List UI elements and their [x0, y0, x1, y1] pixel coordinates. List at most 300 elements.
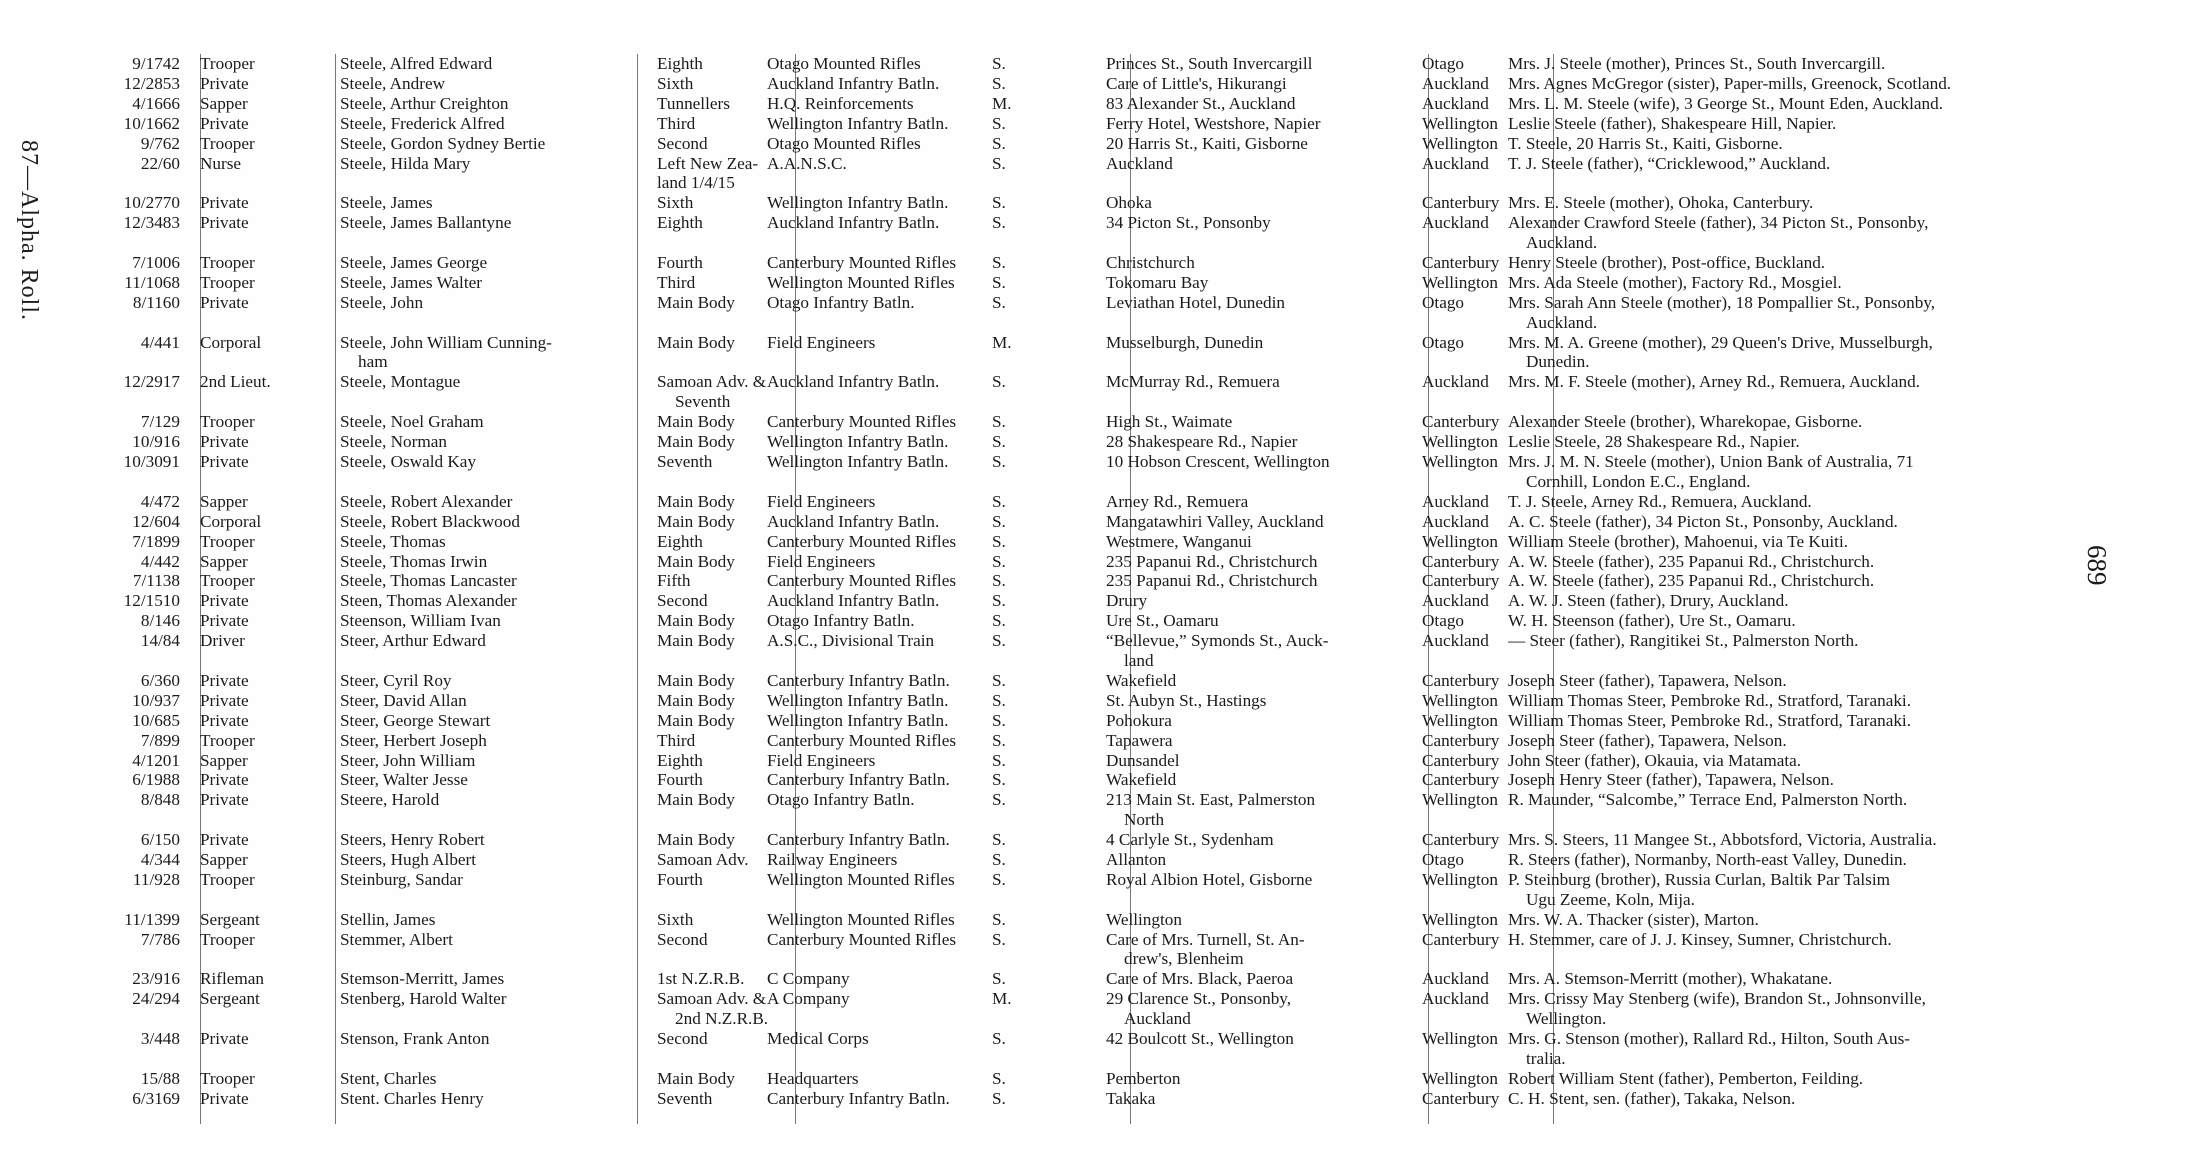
district: Auckland — [1422, 491, 1489, 511]
table-row — [100, 969, 2110, 989]
district: Auckland — [1422, 969, 1489, 989]
next-of-kin: A. W. J. Steen (father), Drury, Auckland. — [1508, 591, 1789, 611]
last-address-continued: drew's, Blenheim — [1124, 949, 1244, 969]
reinforcement-unit: Main Body — [657, 432, 735, 452]
next-of-kin: Mrs. Sarah Ann Steele (mother), 18 Pompallier St., Ponsonby, — [1508, 292, 1936, 312]
table-row — [100, 512, 2110, 532]
rank: Trooper — [200, 253, 255, 272]
district: Wellington — [1422, 432, 1498, 452]
rank: 2nd Lieut. — [200, 372, 271, 392]
last-address: Care of Little's, Hikurangi — [1106, 73, 1287, 93]
district: Auckland — [1422, 93, 1489, 113]
reinforcement-unit: 1st N.Z.R.B. — [657, 969, 745, 989]
last-address: 28 Shakespeare Rd., Napier — [1106, 432, 1298, 452]
reinforcement-unit: Main Body — [657, 710, 735, 730]
soldier-name: Steer, David Allan — [340, 690, 467, 710]
district: Otago — [1422, 292, 1465, 312]
reinforcement-unit: Fourth — [657, 253, 703, 272]
soldier-name: Steers, Henry Robert — [340, 830, 485, 850]
next-of-kin: William Steele (brother), Mahoenui, via Te Kuiti. — [1508, 531, 1849, 551]
last-address: “Bellevue,” Symonds St., Auck- — [1106, 631, 1329, 651]
rank: Trooper — [200, 869, 255, 889]
marital-status: S. — [992, 133, 1006, 153]
page-number: 689 — [2082, 545, 2112, 586]
next-of-kin-continued: Dunedin. — [1526, 352, 1590, 372]
soldier-name: Steele, Thomas Irwin — [340, 551, 488, 571]
table-row — [100, 452, 2110, 492]
rank: Sapper — [200, 551, 248, 571]
marital-status: S. — [992, 869, 1006, 889]
corps: A.S.C., Divisional Train — [767, 631, 935, 651]
district: Auckland — [1422, 511, 1489, 531]
marital-status: S. — [992, 491, 1006, 511]
table-row — [100, 193, 2110, 213]
corps: Canterbury Mounted Rifles — [767, 571, 957, 591]
rank: Private — [200, 193, 249, 213]
rank: Sapper — [200, 93, 248, 113]
corps: Otago Infantry Batln. — [767, 292, 915, 312]
next-of-kin: C. H. Stent, sen. (father), Takaka, Nelson. — [1508, 1088, 1796, 1108]
soldier-name: Steer, Herbert Joseph — [340, 730, 487, 750]
reinforcement-unit: Third — [657, 272, 696, 292]
next-of-kin: Mrs. J. M. N. Steele (mother), Union Bank of Australia, 71 — [1508, 452, 1914, 471]
next-of-kin-continued: Auckland. — [1526, 233, 1598, 253]
corps: Wellington Infantry Batln. — [767, 452, 949, 471]
district: Wellington — [1422, 113, 1498, 133]
corps: Auckland Infantry Batln. — [767, 372, 940, 392]
regimental-number: 6/360 — [140, 670, 180, 690]
district: Canterbury — [1422, 193, 1500, 213]
next-of-kin-continued: tralia. — [1526, 1048, 1566, 1068]
regimental-number: 11/928 — [132, 869, 180, 889]
marital-status: S. — [992, 571, 1006, 591]
rank: Trooper — [200, 1068, 255, 1088]
next-of-kin: Mrs. W. A. Thacker (sister), Marton. — [1508, 909, 1759, 929]
soldier-name: Stent, Charles — [340, 1068, 437, 1088]
reinforcement-unit: Second — [657, 591, 708, 611]
corps: Otago Mounted Rifles — [767, 54, 921, 73]
corps: Auckland Infantry Batln. — [767, 73, 940, 93]
reinforcement-unit: Main Body — [657, 332, 735, 352]
next-of-kin: Mrs. A. Stemson-Merritt (mother), Whakatane. — [1508, 969, 1833, 989]
rank: Private — [200, 611, 249, 631]
table-row — [100, 333, 2110, 373]
district: Canterbury — [1422, 730, 1500, 750]
soldier-name: Steinburg, Sandar — [340, 869, 463, 889]
soldier-name: Steer, Arthur Edward — [340, 631, 486, 651]
table-row — [100, 591, 2110, 611]
last-address: St. Aubyn St., Hastings — [1106, 690, 1267, 710]
marital-status: S. — [992, 412, 1006, 432]
corps: Medical Corps — [767, 1029, 869, 1049]
last-address: Tokomaru Bay — [1106, 272, 1209, 292]
corps: Otago Infantry Batln. — [767, 611, 915, 631]
regimental-number: 10/685 — [132, 710, 180, 730]
district: Wellington — [1422, 1029, 1498, 1049]
next-of-kin: A. W. Steele (father), 235 Papanui Rd., Christchurch. — [1508, 551, 1875, 571]
soldier-name: Steere, Harold — [340, 790, 440, 810]
corps: Wellington Infantry Batln. — [767, 193, 949, 213]
soldier-name: Steele, James Walter — [340, 272, 482, 292]
corps: A Company — [767, 989, 850, 1009]
next-of-kin: W. H. Steenson (father), Ure St., Oamaru. — [1508, 611, 1796, 631]
reinforcement-unit-continued: Seventh — [675, 392, 731, 412]
regimental-number: 23/916 — [132, 969, 180, 989]
corps: Field Engineers — [767, 491, 876, 511]
next-of-kin: A. C. Steele (father), 34 Picton St., Ponsonby, Auckland. — [1508, 511, 1898, 531]
marital-status: S. — [992, 432, 1006, 452]
marital-status: M. — [992, 332, 1012, 352]
rank: Trooper — [200, 133, 255, 153]
reinforcement-unit: Eighth — [657, 213, 703, 233]
corps: Field Engineers — [767, 551, 876, 571]
table-row — [100, 671, 2110, 691]
reinforcement-unit: Left New Zea- — [657, 153, 759, 173]
next-of-kin: A. W. Steele (father), 235 Papanui Rd., Christchurch. — [1508, 571, 1875, 591]
district: Canterbury — [1422, 1088, 1500, 1108]
reinforcement-unit: Eighth — [657, 531, 703, 551]
regimental-number: 8/146 — [140, 611, 180, 631]
table-row — [100, 372, 2110, 412]
next-of-kin: Leslie Steele, 28 Shakespeare Rd., Napier. — [1508, 432, 1800, 452]
table-row — [100, 989, 2110, 1029]
last-address: Mangatawhiri Valley, Auckland — [1106, 511, 1324, 531]
reinforcement-unit: Main Body — [657, 551, 735, 571]
corps: Canterbury Mounted Rifles — [767, 531, 957, 551]
district: Wellington — [1422, 909, 1498, 929]
next-of-kin: Mrs. M. F. Steele (mother), Arney Rd., Remuera, Auckland. — [1508, 372, 1921, 392]
reinforcement-unit: Fourth — [657, 869, 703, 889]
corps: Wellington Mounted Rifles — [767, 909, 955, 929]
regimental-number: 4/1666 — [132, 93, 180, 113]
next-of-kin: William Thomas Steer, Pembroke Rd., Stratford, Taranaki. — [1508, 690, 1911, 710]
reinforcement-unit: Fifth — [657, 571, 691, 591]
last-address: 4 Carlyle St., Sydenham — [1106, 830, 1274, 850]
rank: Corporal — [200, 332, 262, 352]
marital-status: S. — [992, 770, 1006, 790]
last-address: 213 Main St. East, Palmerston — [1106, 790, 1316, 810]
table-row — [100, 134, 2110, 154]
next-of-kin: Joseph Steer (father), Tapawera, Nelson. — [1508, 670, 1787, 690]
regimental-number: 22/60 — [140, 153, 180, 173]
rank: Private — [200, 770, 249, 790]
marital-status: S. — [992, 73, 1006, 93]
marital-status: S. — [992, 511, 1006, 531]
corps: A.A.N.S.C. — [767, 153, 847, 173]
next-of-kin: — Steer (father), Rangitikei St., Palmerston North. — [1508, 631, 1859, 651]
reinforcement-unit: Main Body — [657, 830, 735, 850]
last-address: Princes St., South Invercargill — [1106, 54, 1313, 73]
table-row — [100, 74, 2110, 94]
district: Wellington — [1422, 133, 1498, 153]
next-of-kin: Mrs. Agnes McGregor (sister), Paper-mills, Greenock, Scotland. — [1508, 73, 1952, 93]
last-address: 42 Boulcott St., Wellington — [1106, 1029, 1294, 1049]
rank: Trooper — [200, 531, 255, 551]
soldier-name: Steele, Thomas — [340, 531, 446, 551]
last-address: Care of Mrs. Turnell, St. An- — [1106, 929, 1305, 949]
last-address: Ure St., Oamaru — [1106, 611, 1219, 631]
last-address: 34 Picton St., Ponsonby — [1106, 213, 1271, 233]
last-address: 83 Alexander St., Auckland — [1106, 93, 1296, 113]
table-row — [100, 293, 2110, 333]
district: Canterbury — [1422, 929, 1500, 949]
regimental-number: 7/786 — [140, 929, 180, 949]
table-row — [100, 1089, 2110, 1109]
marital-status: S. — [992, 272, 1006, 292]
next-of-kin: Leslie Steele (father), Shakespeare Hill, Napier. — [1508, 113, 1837, 133]
table-row — [100, 711, 2110, 731]
soldier-name: Steele, Oswald Kay — [340, 452, 477, 471]
last-address: Ohoka — [1106, 193, 1152, 213]
table-row — [100, 691, 2110, 711]
regimental-number: 4/1201 — [132, 750, 180, 770]
corps: Auckland Infantry Batln. — [767, 213, 940, 233]
regimental-number: 7/1899 — [132, 531, 180, 551]
soldier-name: Steele, Arthur Creighton — [340, 93, 509, 113]
last-address: 10 Hobson Crescent, Wellington — [1106, 452, 1330, 471]
last-address: Auckland — [1106, 153, 1173, 173]
table-row — [100, 631, 2110, 671]
rank: Private — [200, 292, 249, 312]
reinforcement-unit: Second — [657, 133, 708, 153]
regimental-number: 6/3169 — [132, 1088, 180, 1108]
rank: Private — [200, 690, 249, 710]
soldier-name: Steele, Frederick Alfred — [340, 113, 505, 133]
district: Canterbury — [1422, 750, 1500, 770]
next-of-kin: Mrs. Crissy May Stenberg (wife), Brandon St., Johnsonville, — [1508, 989, 1926, 1009]
soldier-name: Steele, Montague — [340, 372, 461, 392]
corps: Field Engineers — [767, 750, 876, 770]
district: Auckland — [1422, 153, 1489, 173]
reinforcement-unit: Main Body — [657, 690, 735, 710]
rank: Private — [200, 1088, 249, 1108]
district: Canterbury — [1422, 253, 1500, 272]
rank: Trooper — [200, 412, 255, 432]
marital-status: S. — [992, 551, 1006, 571]
next-of-kin: William Thomas Steer, Pembroke Rd., Stratford, Taranaki. — [1508, 710, 1911, 730]
next-of-kin: Alexander Crawford Steele (father), 34 Picton St., Ponsonby, — [1508, 213, 1929, 233]
reinforcement-unit: land 1/4/15 — [657, 173, 735, 193]
marital-status: S. — [992, 969, 1006, 989]
district: Wellington — [1422, 531, 1498, 551]
reinforcement-unit: Main Body — [657, 491, 735, 511]
corps: Wellington Infantry Batln. — [767, 690, 949, 710]
marital-status: S. — [992, 850, 1006, 869]
corps: Canterbury Mounted Rifles — [767, 412, 957, 432]
marital-status: S. — [992, 372, 1006, 392]
district: Canterbury — [1422, 830, 1500, 850]
reinforcement-unit: Eighth — [657, 750, 703, 770]
soldier-name: Steers, Hugh Albert — [340, 850, 477, 869]
corps: Wellington Infantry Batln. — [767, 432, 949, 452]
table-row — [100, 770, 2110, 790]
last-address: Wakefield — [1106, 670, 1177, 690]
rank: Private — [200, 73, 249, 93]
regimental-number: 24/294 — [132, 989, 180, 1009]
soldier-name: Steele, Hilda Mary — [340, 153, 471, 173]
district: Wellington — [1422, 710, 1498, 730]
corps: C Company — [767, 969, 850, 989]
regimental-number: 4/441 — [140, 332, 180, 352]
district: Otago — [1422, 54, 1465, 73]
table-row — [100, 54, 2110, 74]
marital-status: M. — [992, 989, 1012, 1009]
regimental-number: 3/448 — [140, 1029, 180, 1049]
corps: Headquarters — [767, 1068, 859, 1088]
rank: Sapper — [200, 850, 248, 869]
last-address: Christchurch — [1106, 253, 1195, 272]
last-address: Allanton — [1106, 850, 1167, 869]
reinforcement-unit: Eighth — [657, 54, 703, 73]
corps: Railway Engineers — [767, 850, 898, 869]
marital-status: S. — [992, 213, 1006, 233]
regimental-number: 12/1510 — [123, 591, 180, 611]
district: Wellington — [1422, 272, 1498, 292]
regimental-number: 6/1988 — [132, 770, 180, 790]
district: Wellington — [1422, 690, 1498, 710]
district: Auckland — [1422, 213, 1489, 233]
table-row — [100, 611, 2110, 631]
reinforcement-unit: Samoan Adv. & — [657, 989, 767, 1009]
regimental-number: 7/1006 — [132, 253, 180, 272]
marital-status: S. — [992, 750, 1006, 770]
regimental-number: 12/2917 — [123, 372, 180, 392]
soldier-name: Stemson-Merritt, James — [340, 969, 505, 989]
reinforcement-unit: Third — [657, 113, 696, 133]
reinforcement-unit: Samoan Adv. — [657, 850, 749, 869]
district: Wellington — [1422, 869, 1498, 889]
soldier-name: Steele, Gordon Sydney Bertie — [340, 133, 546, 153]
regimental-number: 4/442 — [140, 551, 180, 571]
next-of-kin: Joseph Henry Steer (father), Tapawera, Nelson. — [1508, 770, 1834, 790]
last-address: Pohokura — [1106, 710, 1172, 730]
rank: Private — [200, 790, 249, 810]
marital-status: S. — [992, 292, 1006, 312]
reinforcement-unit: Main Body — [657, 790, 735, 810]
corps: Wellington Infantry Batln. — [767, 113, 949, 133]
regimental-number: 11/1399 — [124, 909, 180, 929]
regimental-number: 10/1662 — [123, 113, 180, 133]
next-of-kin: Mrs. J. Steele (mother), Princes St., South Invercargill. — [1508, 54, 1886, 73]
rank: Sapper — [200, 491, 248, 511]
table-row — [100, 910, 2110, 930]
rank: Private — [200, 213, 249, 233]
corps: Canterbury Infantry Batln. — [767, 670, 950, 690]
corps: Canterbury Mounted Rifles — [767, 730, 957, 750]
corps: Otago Mounted Rifles — [767, 133, 921, 153]
regimental-number: 4/472 — [140, 491, 180, 511]
soldier-name: Steele, Alfred Edward — [340, 54, 493, 73]
marital-status: S. — [992, 531, 1006, 551]
soldier-name: Stent. Charles Henry — [340, 1088, 484, 1108]
marital-status: S. — [992, 452, 1006, 471]
corps: Field Engineers — [767, 332, 876, 352]
corps: Canterbury Mounted Rifles — [767, 253, 957, 272]
next-of-kin: Mrs. S. Steers, 11 Mangee St., Abbotsford, Victoria, Australia. — [1508, 830, 1937, 850]
district: Canterbury — [1422, 670, 1500, 690]
soldier-name: Steele, Andrew — [340, 73, 446, 93]
regimental-number: 7/1138 — [132, 571, 180, 591]
last-address: Westmere, Wanganui — [1106, 531, 1252, 551]
regimental-number: 10/3091 — [123, 452, 180, 471]
next-of-kin: T. J. Steele (father), “Cricklewood,” Auckland. — [1508, 153, 1831, 173]
last-address: Tapawera — [1106, 730, 1173, 750]
table-row — [100, 432, 2110, 452]
last-address-continued: land — [1124, 650, 1154, 670]
next-of-kin: Alexander Steele (brother), Wharekopae, Gisborne. — [1508, 412, 1863, 432]
soldier-name: Stemmer, Albert — [340, 929, 453, 949]
next-of-kin-continued: Cornhill, London E.C., England. — [1526, 471, 1751, 491]
last-address-continued: Auckland — [1124, 1009, 1191, 1029]
district: Auckland — [1422, 631, 1489, 651]
reinforcement-unit: Third — [657, 730, 696, 750]
table-row — [100, 731, 2110, 751]
last-address: Takaka — [1106, 1088, 1156, 1108]
district: Canterbury — [1422, 551, 1500, 571]
last-address: Arney Rd., Remuera — [1106, 491, 1249, 511]
rank: Private — [200, 830, 249, 850]
marital-status: S. — [992, 790, 1006, 810]
rank: Nurse — [200, 153, 242, 173]
reinforcement-unit: Tunnellers — [657, 93, 730, 113]
district: Wellington — [1422, 1068, 1498, 1088]
table-row — [100, 173, 2110, 193]
reinforcement-unit: Main Body — [657, 292, 735, 312]
rank: Sapper — [200, 750, 248, 770]
corps: Wellington Mounted Rifles — [767, 272, 955, 292]
table-row — [100, 213, 2110, 253]
corps: Wellington Infantry Batln. — [767, 710, 949, 730]
district: Otago — [1422, 850, 1465, 869]
table-row — [100, 830, 2110, 850]
next-of-kin: John Steer (father), Okauia, via Matamata. — [1508, 750, 1802, 770]
next-of-kin: T. Steele, 20 Harris St., Kaiti, Gisborne. — [1508, 133, 1783, 153]
last-address: Pemberton — [1106, 1068, 1181, 1088]
marital-status: S. — [992, 193, 1006, 213]
marital-status: M. — [992, 93, 1012, 113]
district: Otago — [1422, 611, 1465, 631]
last-address: Dunsandel — [1106, 750, 1180, 770]
marital-status: S. — [992, 929, 1006, 949]
last-address: Ferry Hotel, Westshore, Napier — [1106, 113, 1321, 133]
district: Auckland — [1422, 73, 1489, 93]
last-address: High St., Waimate — [1106, 412, 1233, 432]
reinforcement-unit: Main Body — [657, 1068, 735, 1088]
reinforcement-unit: Sixth — [657, 73, 694, 93]
corps: Auckland Infantry Batln. — [767, 591, 940, 611]
rank: Trooper — [200, 571, 255, 591]
table-row — [100, 870, 2110, 910]
corps: Wellington Mounted Rifles — [767, 869, 955, 889]
rank: Private — [200, 432, 249, 452]
reinforcement-unit: Sixth — [657, 909, 694, 929]
last-address: Care of Mrs. Black, Paeroa — [1106, 969, 1294, 989]
table-row — [100, 850, 2110, 870]
last-address: Drury — [1106, 591, 1148, 611]
table-row — [100, 492, 2110, 512]
reinforcement-unit: Main Body — [657, 511, 735, 531]
rank: Trooper — [200, 730, 255, 750]
regimental-number: 8/1160 — [132, 292, 180, 312]
reinforcement-unit: Sixth — [657, 193, 694, 213]
rank: Private — [200, 670, 249, 690]
regimental-number: 10/937 — [132, 690, 180, 710]
district: Canterbury — [1422, 770, 1500, 790]
last-address: 235 Papanui Rd., Christchurch — [1106, 551, 1318, 571]
soldier-name-continued: ham — [358, 352, 388, 372]
reinforcement-unit-continued: 2nd N.Z.R.B. — [675, 1009, 769, 1029]
regimental-number: 12/604 — [132, 511, 180, 531]
